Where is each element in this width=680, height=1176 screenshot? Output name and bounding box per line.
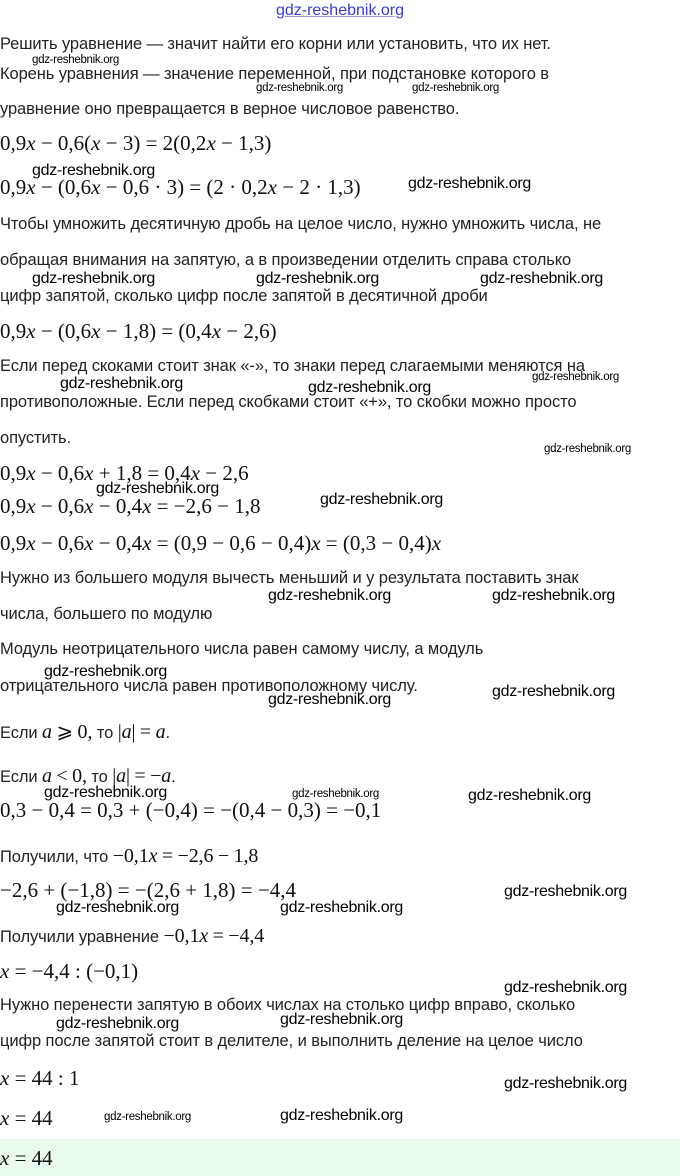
text-line: цифр запятой, сколько цифр после запятой в десятичной дроби	[0, 287, 488, 305]
watermark: gdz-reshebnik.org	[492, 683, 615, 700]
text-line: отрицательного числа равен противоположному числу.	[0, 677, 418, 695]
math-line: 0,9x − (0,6x − 1,8) = (0,4x − 2,6)	[0, 319, 277, 343]
math-line: 0,9x − 0,6(x − 3) = 2(0,2x − 1,3)	[0, 131, 272, 155]
watermark: gdz-reshebnik.org	[56, 1015, 179, 1032]
watermark: gdz-reshebnik.org	[480, 270, 603, 287]
watermark: gdz-reshebnik.org	[504, 979, 627, 996]
watermark: gdz-reshebnik.org	[104, 1111, 191, 1123]
watermark: gdz-reshebnik.org	[60, 375, 183, 392]
math-line: x = 44	[0, 1106, 53, 1130]
watermark: gdz-reshebnik.org	[320, 491, 443, 508]
math-line: 0,9x − 0,6x − 0,4x = (0,9 − 0,6 − 0,4)x = (0,3 − 0,4)x	[0, 531, 442, 555]
watermark: gdz-reshebnik.org	[256, 82, 343, 94]
watermark: gdz-reshebnik.org	[32, 162, 155, 179]
text-line: числа, большего по модулю	[0, 605, 213, 623]
answer-highlight	[0, 1139, 680, 1176]
text-line: Решить уравнение — значит найти его корни или установить, что их нет.	[0, 35, 551, 53]
math-line: 0,9x − (0,6x − 0,6 · 3) = (2 · 0,2x − 2 · 1,3)	[0, 175, 361, 199]
math-line: −2,6 + (−1,8) = −(2,6 + 1,8) = −4,4	[0, 878, 296, 902]
top-watermark-link[interactable]: gdz-reshebnik.org	[275, 2, 405, 19]
watermark: gdz-reshebnik.org	[268, 587, 391, 604]
watermark: gdz-reshebnik.org	[280, 1011, 403, 1028]
text-line: Чтобы умножить десятичную дробь на целое число, нужно умножить числа, не	[0, 215, 602, 233]
math-line: 0,9x − 0,6x + 1,8 = 0,4x − 2,6	[0, 461, 249, 485]
watermark: gdz-reshebnik.org	[280, 1107, 403, 1124]
watermark: gdz-reshebnik.org	[292, 788, 379, 800]
watermark: gdz-reshebnik.org	[408, 175, 531, 192]
watermark: gdz-reshebnik.org	[308, 379, 431, 396]
text-line: Если a < 0, то |a| = −a.	[0, 765, 176, 787]
watermark: gdz-reshebnik.org	[268, 691, 391, 708]
text-line: Если a ⩾ 0, то |a| = a.	[0, 721, 170, 743]
watermark: gdz-reshebnik.org	[504, 1075, 627, 1092]
watermark: gdz-reshebnik.org	[32, 270, 155, 287]
text-line: Получили уравнение −0,1x = −4,4	[0, 925, 265, 947]
watermark: gdz-reshebnik.org	[44, 663, 167, 680]
watermark: gdz-reshebnik.org	[44, 784, 167, 801]
watermark: gdz-reshebnik.org	[32, 54, 119, 66]
text-line: Нужно из большего модуля вычесть меньший и у результата поставить знак	[0, 569, 579, 587]
text-line: Модуль неотрицательного числа равен самому числу, а модуль	[0, 640, 484, 658]
watermark: gdz-reshebnik.org	[280, 899, 403, 916]
text-line: Корень уравнения — значение переменной, при подстановке которого в	[0, 65, 549, 83]
text-line: Получили, что −0,1x = −2,6 − 1,8	[0, 845, 259, 867]
watermark: gdz-reshebnik.org	[468, 787, 591, 804]
text-line: уравнение оно превращается в верное числовое равенство.	[0, 100, 460, 118]
math-line: 0,3 − 0,4 = 0,3 + (−0,4) = −(0,4 − 0,3) = −0,1	[0, 798, 382, 822]
watermark: gdz-reshebnik.org	[544, 443, 631, 455]
text-line: цифр после запятой стоит в делителе, и выполнить деление на целое число	[0, 1032, 583, 1050]
watermark: gdz-reshebnik.org	[504, 883, 627, 900]
watermark: gdz-reshebnik.org	[96, 480, 219, 497]
math-line: x = 44 : 1	[0, 1066, 80, 1090]
watermark: gdz-reshebnik.org	[492, 587, 615, 604]
answer-line: x = 44	[0, 1146, 53, 1170]
text-line: обращая внимания на запятую, а в произведении отделить справа столько	[0, 251, 572, 269]
watermark: gdz-reshebnik.org	[412, 82, 499, 94]
text-line: противоположные. Если перед скобками стоит «+», то скобки можно просто	[0, 393, 577, 411]
watermark: gdz-reshebnik.org	[532, 371, 619, 383]
text-line: опустить.	[0, 429, 72, 447]
watermark: gdz-reshebnik.org	[256, 270, 379, 287]
math-line: 0,9x − 0,6x − 0,4x = −2,6 − 1,8	[0, 494, 261, 518]
watermark: gdz-reshebnik.org	[56, 899, 179, 916]
text-line: Нужно перенести запятую в обоих числах на столько цифр вправо, сколько	[0, 996, 576, 1014]
math-line: x = −4,4 : (−0,1)	[0, 959, 139, 983]
text-line: Если перед скоками стоит знак «-», то знаки перед слагаемыми меняются на	[0, 357, 585, 375]
